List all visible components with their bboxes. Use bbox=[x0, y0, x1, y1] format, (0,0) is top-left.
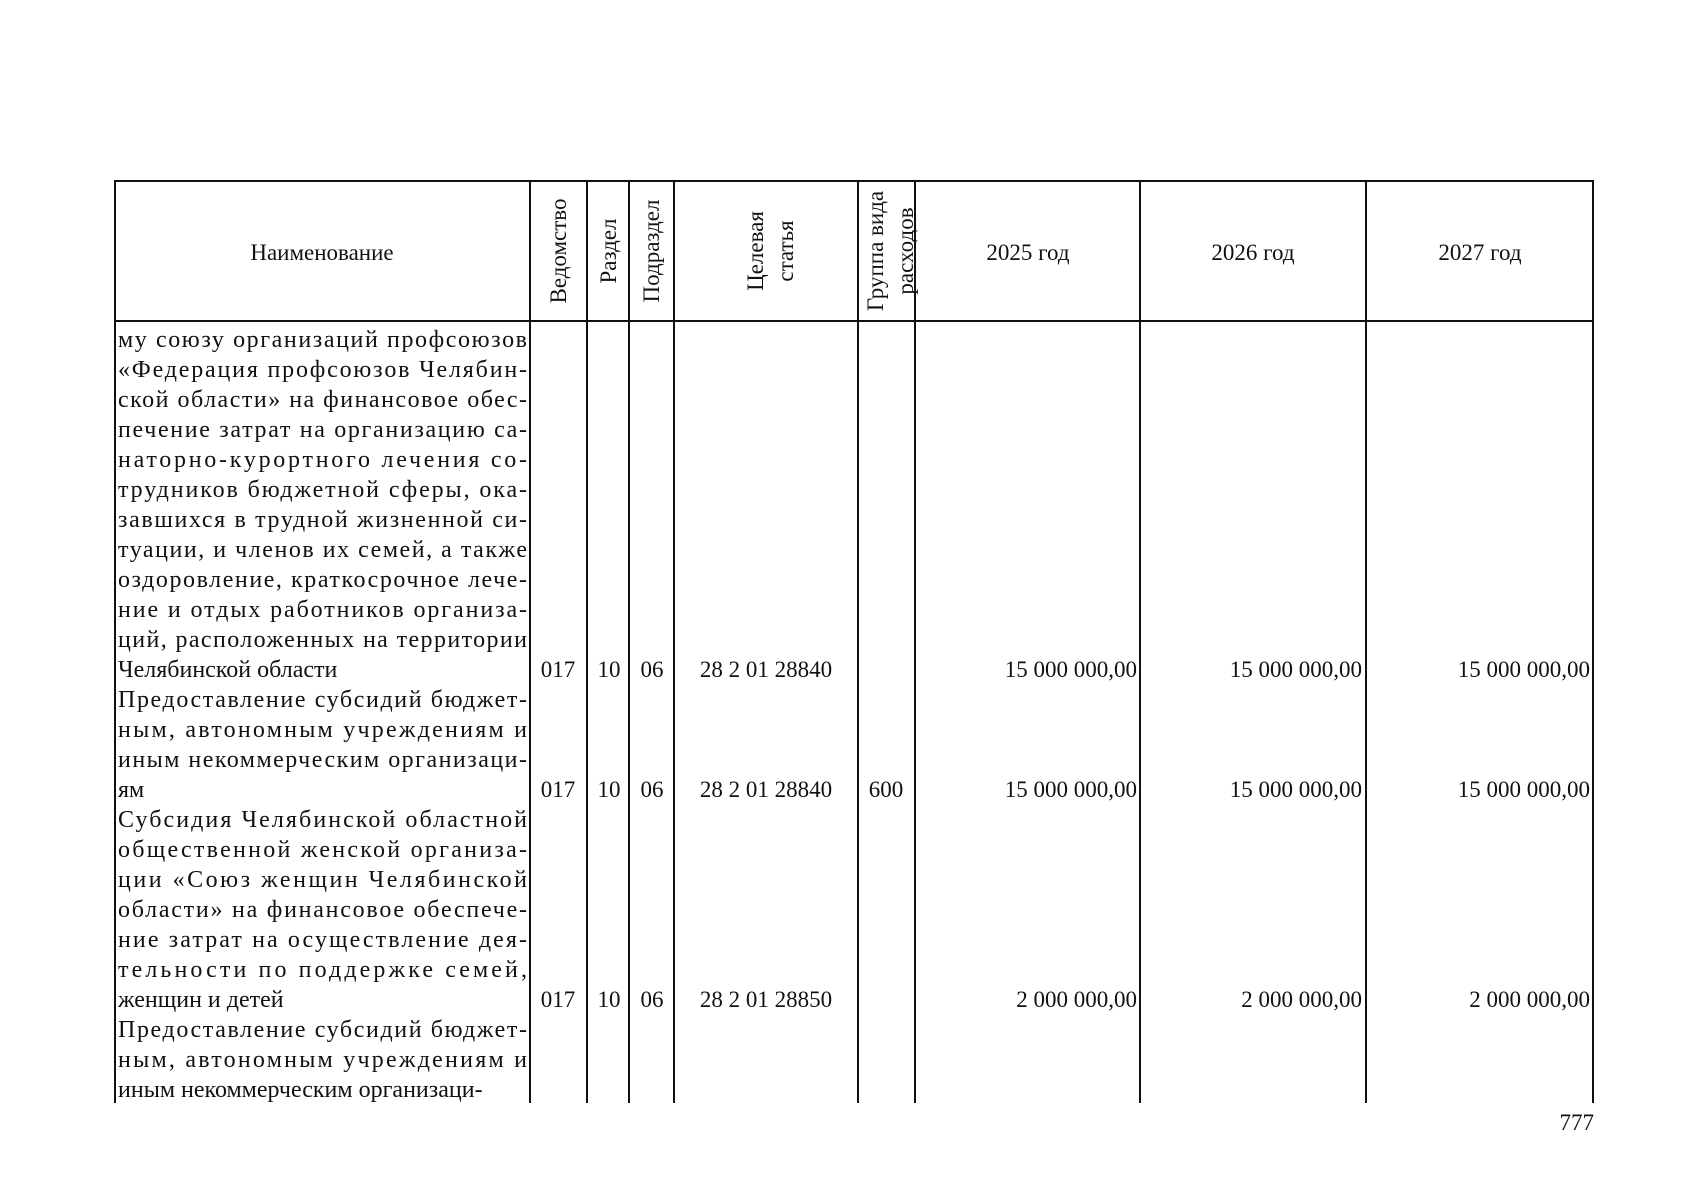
row-name-line: Предоставление субсидий бюджет- bbox=[118, 1017, 527, 1043]
header-year-2027: 2027 год bbox=[1438, 240, 1522, 265]
row-name-line: иным некоммерческим организаци- bbox=[118, 747, 527, 773]
row-name-line: Предоставление субсидий бюджет- bbox=[118, 687, 527, 713]
header-year-2026: 2026 год bbox=[1211, 240, 1295, 265]
cell-y2025: 2 000 000,00 bbox=[1016, 987, 1137, 1012]
cell-subsection: 06 bbox=[640, 987, 664, 1012]
row-name-line: ям bbox=[118, 777, 145, 803]
header-subsection: Подраздел bbox=[639, 199, 664, 303]
table-row bbox=[118, 1017, 527, 1103]
table-row bbox=[118, 327, 1590, 683]
table-row bbox=[117, 807, 1590, 1013]
row-name-line: общественной женской организа- bbox=[118, 837, 527, 863]
cell-y2027: 2 000 000,00 bbox=[1469, 987, 1590, 1012]
row-name-line: «Федерация профсоюзов Челябин- bbox=[118, 357, 527, 383]
row-name-line: печение затрат на организацию са- bbox=[118, 417, 527, 443]
cell-department: 017 bbox=[540, 777, 576, 802]
header-expense-group-line1: Группа вида bbox=[863, 190, 888, 312]
table-row bbox=[118, 687, 1590, 803]
cell-y2026: 15 000 000,00 bbox=[1229, 777, 1362, 802]
header-year-2025: 2025 год bbox=[986, 240, 1070, 265]
row-name-line: области» на финансовое обеспече- bbox=[118, 897, 527, 923]
row-name-line: ние и отдых работников организа- bbox=[118, 597, 527, 623]
cell-y2026: 2 000 000,00 bbox=[1241, 987, 1362, 1012]
cell-y2025: 15 000 000,00 bbox=[1004, 777, 1137, 802]
row-name-line: тельности по поддержке семей, bbox=[118, 957, 527, 983]
table-header bbox=[250, 191, 1522, 311]
header-target-article-line1: Целевая bbox=[743, 211, 768, 291]
cell-target-article: 28 2 01 28840 bbox=[699, 777, 833, 802]
row-name-line: женщин и детей bbox=[118, 987, 284, 1013]
row-name-line: ным, автономным учреждениям и bbox=[118, 1047, 527, 1073]
cell-department: 017 bbox=[540, 657, 576, 682]
row-name-line: ным, автономным учреждениям и bbox=[118, 717, 527, 743]
row-name-line: завшихся в трудной жизненной си- bbox=[118, 507, 527, 533]
cell-section: 10 bbox=[597, 777, 621, 802]
row-name-line: ние затрат на осуществление дея- bbox=[118, 927, 527, 953]
cell-expense-group: 600 bbox=[868, 777, 904, 802]
header-department: Ведомство bbox=[546, 198, 571, 304]
cell-section: 10 bbox=[597, 987, 621, 1012]
row-name-line: наторно-курортного лечения со- bbox=[118, 447, 527, 473]
cell-subsection: 06 bbox=[640, 777, 664, 802]
row-name-line: туации, и членов их семей, а также bbox=[118, 537, 527, 563]
row-name-line: оздоровление, краткосрочное лече- bbox=[118, 567, 527, 593]
header-section: Раздел bbox=[596, 218, 621, 284]
header-target-article-line2: статья bbox=[773, 220, 798, 282]
row-name-line: Челябинской области bbox=[118, 657, 338, 683]
header-expense-group-line2: расходов bbox=[893, 207, 918, 295]
cell-y2027: 15 000 000,00 bbox=[1457, 777, 1590, 802]
cell-y2025: 15 000 000,00 bbox=[1004, 657, 1137, 682]
page-number: 777 bbox=[1559, 1110, 1594, 1135]
cell-y2027: 15 000 000,00 bbox=[1457, 657, 1590, 682]
cell-target-article: 28 2 01 28850 bbox=[699, 987, 833, 1012]
cell-y2026: 15 000 000,00 bbox=[1229, 657, 1362, 682]
row-name-line: му союзу организаций профсоюзов bbox=[118, 327, 527, 353]
header-name: Наименование bbox=[250, 240, 394, 265]
row-name-line: ской области» на финансовое обес- bbox=[118, 387, 527, 413]
row-name-line: ций, расположенных на территории bbox=[118, 627, 527, 653]
cell-section: 10 bbox=[597, 657, 621, 682]
cell-department: 017 bbox=[540, 987, 576, 1012]
cell-target-article: 28 2 01 28840 bbox=[699, 657, 833, 682]
row-name-line: ции «Союз женщин Челябинской bbox=[118, 867, 527, 893]
row-name-line: иным некоммерческим организаци- bbox=[118, 1077, 483, 1103]
row-name-line: Субсидия Челябинской областной bbox=[118, 807, 527, 833]
cell-subsection: 06 bbox=[640, 657, 664, 682]
row-name-line: трудников бюджетной сферы, ока- bbox=[118, 477, 527, 503]
table-body bbox=[117, 327, 1590, 1103]
